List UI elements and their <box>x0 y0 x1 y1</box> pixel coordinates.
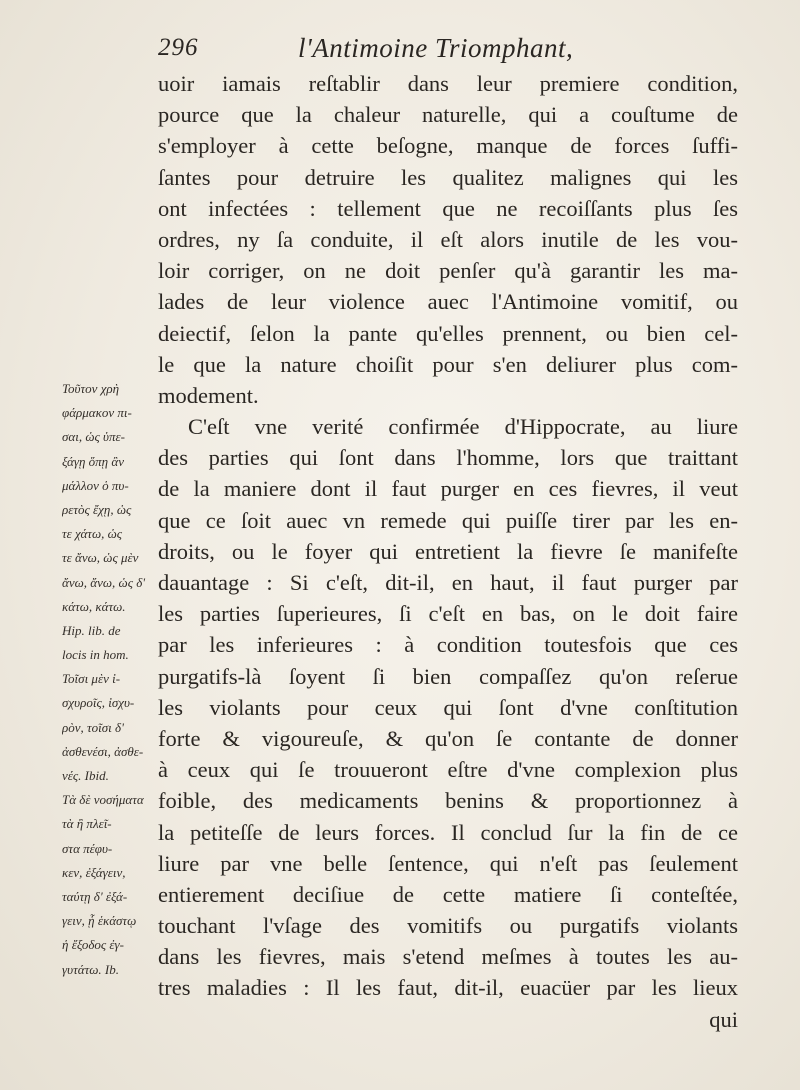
text-line: ſantes pour detruire les qualitez malignes qui les <box>158 164 738 190</box>
margin-note-line: Τὰ δὲ νοσήματα <box>62 792 144 808</box>
margin-note-line: τὰ ἢ πλεῖ- <box>62 816 112 832</box>
margin-note-line: γειν, ᾗ ἑκάστῳ <box>62 913 137 929</box>
margin-note-line: φάρμακον πι- <box>62 405 132 421</box>
margin-note-line: σαι, ὡς ὑπε- <box>62 429 125 445</box>
text-line: ordres, ny ſa conduite, il eſt alors inutile de les vou- <box>158 226 738 252</box>
text-line: loir corriger, on ne doit penſer qu'à garantir les ma- <box>158 258 738 284</box>
text-line: droits, ou le foyer qui entretient la fievre ſe manifeſte <box>158 538 738 564</box>
paragraph-start-line: C'eſt vne verité confirmée d'Hippocrate, au liure <box>188 414 738 440</box>
text-line: forte & vigoureuſe, & qu'on ſe contante de donner <box>158 725 738 751</box>
text-line: dans les fievres, mais s'etend meſmes à toutes les au- <box>158 944 738 970</box>
text-line: par les inferieures : à condition toutesfois que ces <box>158 632 738 658</box>
text-line: les parties ſuperieures, ſi c'eſt en bas, on le doit faire <box>158 601 738 627</box>
margin-note-line: στα πέφυ- <box>62 840 113 856</box>
margin-note-citation: Hip. lib. de <box>62 622 121 638</box>
margin-note-line: ρετὸς ἔχῃ, ὡς <box>62 501 132 517</box>
margin-note-line: κεν, ἐξάγειν, <box>62 864 126 880</box>
text-line: le que la nature choiſit pour s'en deliurer plus com- <box>158 351 738 377</box>
text-line: liure par vne belle ſentence, qui n'eſt pas ſeulement <box>158 850 738 876</box>
margin-note-line: Τοῖσι μὲν ἰ- <box>62 671 121 687</box>
margin-note-line: ταύτῃ δ' ἐξά- <box>62 888 128 904</box>
margin-note-line: ξάγῃ ὅπῃ ἂν <box>62 453 124 469</box>
margin-note-citation: locis in hom. <box>62 647 129 663</box>
margin-note-line: κάτω, κάτω. <box>62 598 126 614</box>
margin-note-line: μάλλον ὁ πυ- <box>62 477 129 493</box>
text-line: uoir iamais reſtablir dans leur premiere condition, <box>158 71 738 96</box>
text-line: ont infectées : tellement que ne recoiſſants plus ſes <box>158 195 738 221</box>
text-line: pource que la chaleur naturelle, qui a couſtume de <box>158 102 738 128</box>
margin-note-citation: γυτάτω. Ib. <box>62 961 119 977</box>
margin-note-line: Τοῦτον χρὴ <box>62 381 120 396</box>
margin-note-line: τε ἄνω, ὡς μὲν <box>62 550 139 566</box>
text-line: tres maladies : Il les faut, dit-il, euacüer par les lieux <box>158 975 738 1001</box>
margin-note-line: τε χάτω, ὡς <box>62 526 123 542</box>
running-title: l'Antimoine Triomphant, <box>298 33 574 63</box>
text-line: modement. <box>158 382 259 408</box>
text-line: s'employer à cette beſogne, manque de forces ſuffi- <box>158 133 738 159</box>
text-line: la petiteſſe de leurs forces. Il conclud ſur la fin de ce <box>158 819 738 845</box>
text-line: de la maniere dont il faut purger en ces fievres, il veut <box>158 476 738 502</box>
text-line: purgatifs-là ſoyent ſi bien compaſſez qu'on reſerue <box>158 663 738 689</box>
text-line: deiectif, ſelon la pante qu'elles prennent, ou bien cel- <box>158 320 738 346</box>
margin-note-line: ἄνω, ἄνω, ὡς δ' <box>62 574 146 590</box>
text-line: des parties qui ſont dans l'homme, lors que traittant <box>158 445 738 471</box>
text-line: touchant l'vſage des vomitifs ou purgatifs violants <box>158 913 738 939</box>
catchword: qui <box>709 1006 738 1032</box>
text-line: les violants pour ceux qui ſont d'vne conſtitution <box>158 694 738 720</box>
text-line: foible, des medicaments benins & proportionnez à <box>158 788 738 814</box>
margin-note-line: σχυροῖς, ἰσχυ- <box>62 695 135 711</box>
text-line: à ceux qui ſe trouueront eſtre d'vne complexion plus <box>158 757 738 783</box>
body-text <box>158 68 738 1035</box>
margin-note-line: ἡ ἔξοδος ἐγ- <box>62 937 124 953</box>
margin-note-line: ρὸν, τοῖσι δ' <box>62 719 124 735</box>
margin-note-citation: νές. Ibid. <box>62 768 109 783</box>
text-line: dauantage : Si c'eſt, dit-il, en haut, il faut purger par <box>158 570 738 595</box>
text-line: entierement deciſiue de cette matiere ſi conteſtée, <box>158 881 738 907</box>
text-line: que ce ſoit auec vn remede qui puiſſe tirer par les en- <box>158 507 738 533</box>
text-line: lades de leur violence auec l'Antimoine vomitif, ou <box>158 289 738 315</box>
margin-notes <box>62 377 154 982</box>
page-number: 296 <box>158 34 199 61</box>
margin-note-line: ἀσθενέσι, ἀσθε- <box>62 743 144 759</box>
